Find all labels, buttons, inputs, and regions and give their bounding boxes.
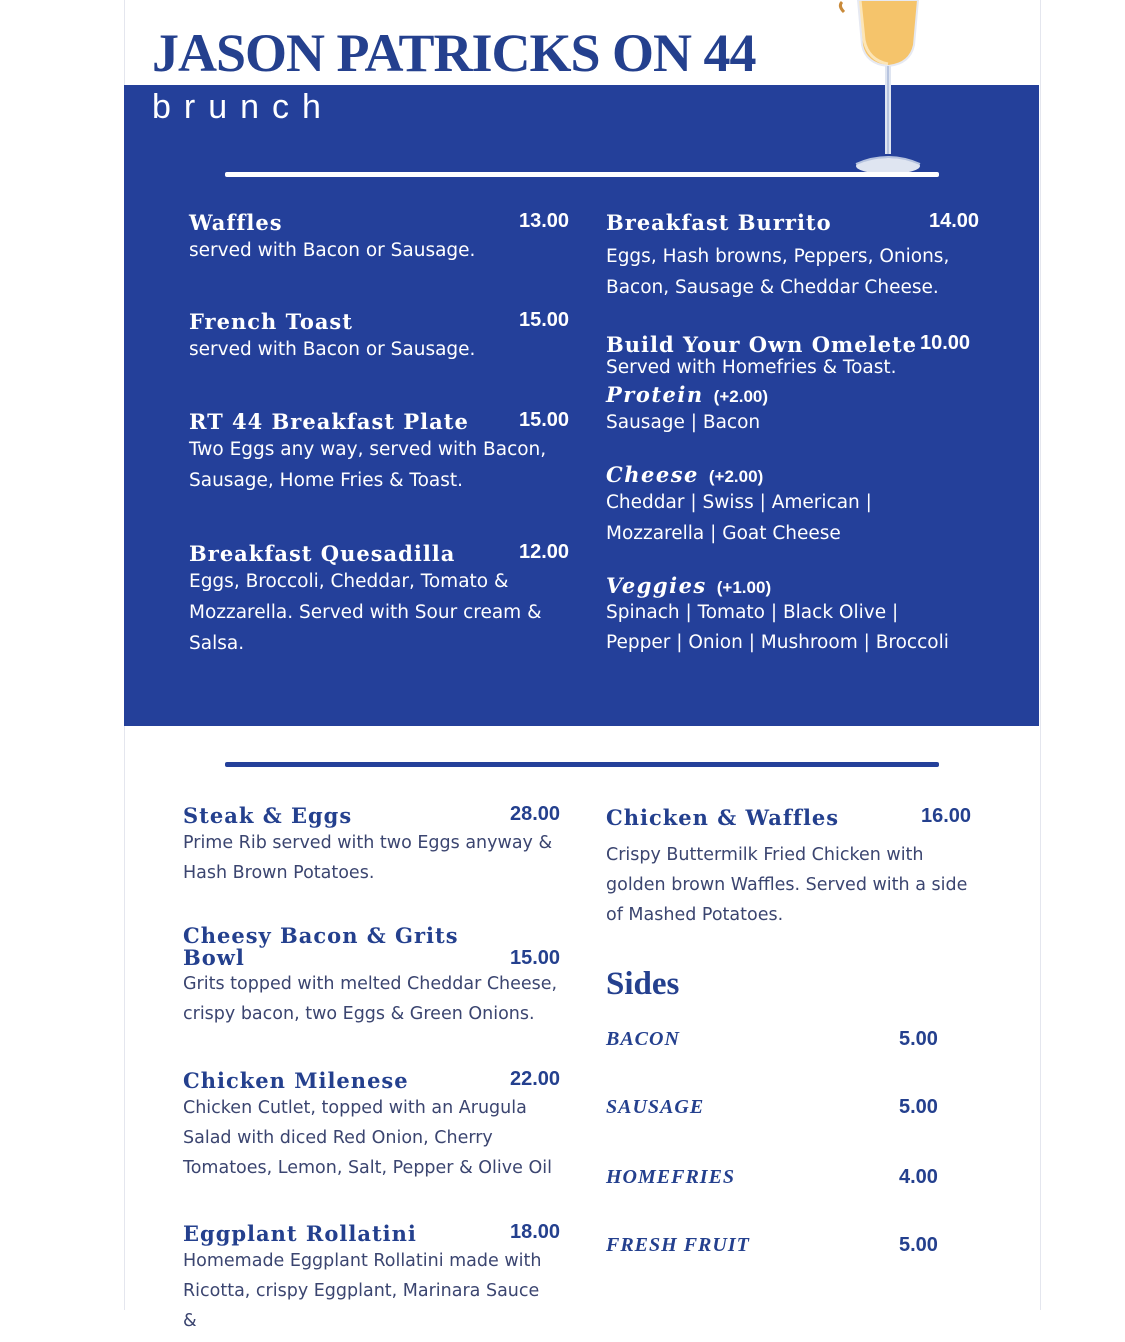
item-description: Crispy Buttermilk Fried Chicken with golden brown Waffles. Served with a side of Mashed Potatoes. xyxy=(606,845,968,925)
menu-item-breakfast-quesadilla xyxy=(189,541,579,659)
item-name: Breakfast Quesadilla xyxy=(189,541,456,566)
side-item-fresh-fruit: FRESH FRUIT xyxy=(606,1234,750,1256)
item-name: Waffles xyxy=(189,210,283,235)
item-name: Steak & Eggs xyxy=(183,803,353,828)
item-price: 28.00 xyxy=(510,803,561,825)
item-description: served with Bacon or Sausage. xyxy=(189,339,476,360)
omelete-protein-option xyxy=(606,382,996,438)
item-price: 15.00 xyxy=(519,309,570,331)
item-name: Build Your Own Omelete xyxy=(606,332,918,357)
champagne-glass-icon xyxy=(830,0,930,180)
item-name: Breakfast Burrito xyxy=(606,210,832,235)
side-price-bacon: 5.00 xyxy=(899,1028,938,1050)
menu-item-chicken-waffles xyxy=(606,805,996,930)
item-description: Eggs, Broccoli, Cheddar, Tomato & Mozzarella. Served with Sour cream & Salsa. xyxy=(189,571,542,654)
restaurant-title: JASON PATRICKS ON 44 xyxy=(152,23,756,83)
omelete-veggies-option xyxy=(606,573,996,658)
menu-item-eggplant-rollatini xyxy=(183,1221,573,1336)
item-price: 14.00 xyxy=(929,210,980,232)
item-price: 18.00 xyxy=(510,1221,561,1243)
item-description: Eggs, Hash browns, Peppers, Onions, Bacon, Sausage & Cheddar Cheese. xyxy=(606,246,950,298)
option-choices: Sausage | Bacon xyxy=(606,412,761,433)
section-divider-top xyxy=(225,172,939,177)
menu-item-build-omelete xyxy=(606,332,996,379)
menu-item-cheesy-grits-bowl xyxy=(183,925,573,1029)
item-description: Served with Homefries & Toast. xyxy=(606,357,897,378)
item-price: 12.00 xyxy=(519,541,570,563)
side-item-bacon: BACON xyxy=(606,1028,680,1050)
omelete-cheese-option xyxy=(606,462,996,549)
side-price-fresh-fruit: 5.00 xyxy=(899,1234,938,1256)
menu-item-breakfast-burrito xyxy=(606,210,996,303)
item-description: served with Bacon or Sausage. xyxy=(189,240,476,261)
side-price-sausage: 5.00 xyxy=(899,1096,938,1118)
item-description: Prime Rib served with two Eggs anyway & Hash Brown Potatoes. xyxy=(183,833,553,883)
item-description: Chicken Cutlet, topped with an Arugula Salad with diced Red Onion, Cherry Tomatoes, Lemon, Salt, Pepper & Olive Oil xyxy=(183,1098,552,1178)
option-choices: Cheddar | Swiss | American | Mozzarella | Goat Cheese xyxy=(606,492,872,544)
option-choices: Spinach | Tomato | Black Olive | Pepper | Onion | Mushroom | Broccoli xyxy=(606,602,949,653)
side-item-homefries: HOMEFRIES xyxy=(606,1166,736,1188)
option-label: Veggies xyxy=(606,573,707,598)
option-surcharge: (+2.00) xyxy=(708,467,764,486)
section-divider-bottom xyxy=(225,762,939,767)
sides-heading: Sides xyxy=(606,966,680,1002)
item-name: RT 44 Breakfast Plate xyxy=(189,409,469,434)
item-name: Chicken & Waffles xyxy=(606,805,840,830)
item-description: Grits topped with melted Cheddar Cheese, crispy bacon, two Eggs & Green Onions. xyxy=(183,974,558,1024)
item-name: Cheesy Bacon & Grits Bowl xyxy=(183,923,459,970)
menu-item-french-toast xyxy=(189,309,579,365)
item-price: 13.00 xyxy=(519,210,570,232)
menu-item-waffles xyxy=(189,210,579,266)
item-price: 10.00 xyxy=(920,332,971,354)
menu-item-chicken-milenese xyxy=(183,1068,573,1183)
menu-item-breakfast-plate xyxy=(189,409,579,496)
item-description: Two Eggs any way, served with Bacon, Sausage, Home Fries & Toast. xyxy=(189,439,547,491)
item-name: Eggplant Rollatini xyxy=(183,1221,417,1246)
item-name: Chicken Milenese xyxy=(183,1068,409,1093)
option-surcharge: (+1.00) xyxy=(716,578,772,597)
side-item-sausage: SAUSAGE xyxy=(606,1096,705,1118)
side-price-homefries: 4.00 xyxy=(899,1166,938,1188)
item-name: French Toast xyxy=(189,309,353,334)
menu-item-steak-eggs xyxy=(183,803,573,888)
option-surcharge: (+2.00) xyxy=(713,387,769,406)
menu-subtitle: brunch xyxy=(152,88,334,126)
item-price: 16.00 xyxy=(921,805,972,827)
option-label: Protein xyxy=(606,382,704,407)
option-label: Cheese xyxy=(606,462,699,487)
item-description: Homemade Eggplant Rollatini made with Ricotta, crispy Eggplant, Marinara Sauce & xyxy=(183,1251,542,1331)
item-price: 15.00 xyxy=(510,947,561,969)
item-price: 22.00 xyxy=(510,1068,561,1090)
item-price: 15.00 xyxy=(519,409,570,431)
